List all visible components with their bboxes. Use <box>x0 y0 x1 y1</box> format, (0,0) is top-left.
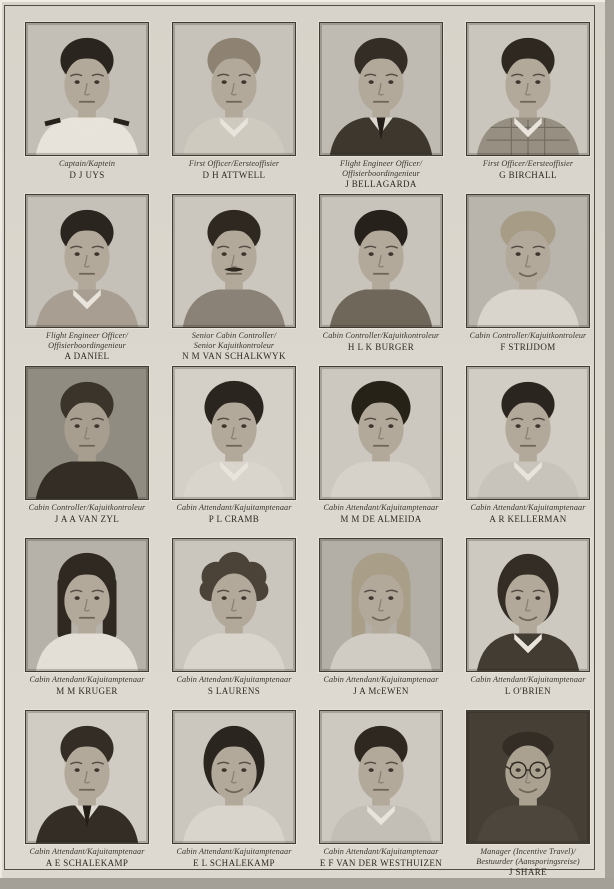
person-cell <box>319 538 443 710</box>
person-role-line1: Cabin Attendant/Kajuitamptenaar <box>176 503 292 512</box>
portrait-photo <box>172 538 296 672</box>
person-name: N M VAN SCHALKWYK <box>182 351 286 361</box>
portrait-photo <box>25 194 149 328</box>
person-name: E F VAN DER WESTHUIZEN <box>319 857 443 868</box>
person-caption <box>443 675 613 696</box>
person-name: A E SCHALEKAMP <box>45 857 129 868</box>
person-cell <box>25 366 149 538</box>
portrait-photo <box>466 710 590 844</box>
person-cell <box>466 194 590 366</box>
portrait-photo <box>319 366 443 500</box>
person-cell <box>319 366 443 538</box>
person-role-line1: First Officer/Eersteoffisier <box>482 159 574 168</box>
person-role-line1: Cabin Controller/Kajuitkontroleur <box>28 503 146 512</box>
person-cell <box>25 538 149 710</box>
portrait-photo <box>319 194 443 328</box>
portrait-photo <box>25 22 149 156</box>
page-edge-left <box>0 0 2 889</box>
person-cell <box>466 710 590 882</box>
person-name: J A McEWEN <box>353 685 409 696</box>
person-caption <box>443 159 613 180</box>
page-edge-top <box>0 0 614 2</box>
page-edge-right <box>605 0 614 889</box>
person-name: L O'BRIEN <box>504 685 552 696</box>
person-name: J A A VAN ZYL <box>54 513 120 524</box>
person-caption <box>149 331 319 362</box>
person-role-line1: Cabin Attendant/Kajuitamptenaar <box>470 503 586 512</box>
person-name: M M KRUGER <box>56 685 118 696</box>
portrait-photo <box>172 22 296 156</box>
person-cell <box>319 710 443 882</box>
person-cell <box>172 710 296 882</box>
person-cell <box>25 194 149 366</box>
portrait-photo <box>25 538 149 672</box>
person-caption <box>296 503 466 524</box>
photo-grid <box>25 22 590 882</box>
person-role-line2: Bestuurder (Aansporingsreise) <box>476 856 580 866</box>
person-role-line2: Senior Kajuitkontroleur <box>193 340 275 350</box>
person-name: A R KELLERMAN <box>489 513 567 524</box>
person-caption <box>296 847 466 868</box>
person-cell <box>172 538 296 710</box>
person-role-line1: Cabin Controller/Kajuitkontroleur <box>469 331 587 340</box>
person-cell <box>466 366 590 538</box>
person-cell <box>172 194 296 366</box>
person-cell <box>319 22 443 194</box>
person-role-line1: Manager (Incentive Travel)/ <box>480 847 576 856</box>
person-caption <box>2 847 172 868</box>
person-cell <box>25 710 149 882</box>
person-caption <box>149 503 319 524</box>
person-caption <box>2 675 172 696</box>
person-caption <box>149 675 319 696</box>
person-name: D H ATTWELL <box>202 169 266 180</box>
person-caption <box>2 503 172 524</box>
person-cell <box>25 22 149 194</box>
portrait-photo <box>25 366 149 500</box>
person-caption <box>443 331 613 352</box>
person-name: M M DE ALMEIDA <box>340 513 422 524</box>
person-role-line1: Cabin Attendant/Kajuitamptenaar <box>323 503 439 512</box>
person-caption <box>149 159 319 180</box>
person-caption <box>149 847 319 868</box>
portrait-photo <box>466 194 590 328</box>
person-role-line1: Cabin Attendant/Kajuitamptenaar <box>176 847 292 856</box>
person-name: E L SCHALEKAMP <box>193 857 275 868</box>
person-role-line1: Cabin Attendant/Kajuitamptenaar <box>470 675 586 684</box>
person-role-line1: Cabin Attendant/Kajuitamptenaar <box>176 675 292 684</box>
person-name: F STRIJDOM <box>500 341 556 352</box>
person-caption <box>2 331 172 362</box>
person-cell <box>319 194 443 366</box>
person-cell <box>466 22 590 194</box>
person-role-line1: Cabin Attendant/Kajuitamptenaar <box>29 847 145 856</box>
person-caption <box>296 675 466 696</box>
person-role-line2: Offisierboordingenieur <box>48 340 126 350</box>
person-caption <box>443 847 613 878</box>
person-name: G BIRCHALL <box>499 169 557 180</box>
person-name: D J UYS <box>69 169 105 180</box>
person-name: J BELLAGARDA <box>345 179 417 189</box>
person-caption <box>296 331 466 352</box>
person-cell <box>466 538 590 710</box>
person-caption <box>296 159 466 190</box>
person-name: P L CRAMB <box>208 513 260 524</box>
portrait-photo <box>319 22 443 156</box>
person-role-line1: Cabin Attendant/Kajuitamptenaar <box>29 675 145 684</box>
person-cell <box>172 366 296 538</box>
portrait-photo <box>466 538 590 672</box>
portrait-photo <box>466 366 590 500</box>
person-caption <box>2 159 172 180</box>
person-cell <box>172 22 296 194</box>
portrait-photo <box>466 22 590 156</box>
person-role-line1: Cabin Attendant/Kajuitamptenaar <box>323 847 439 856</box>
portrait-photo <box>25 710 149 844</box>
person-role-line1: First Officer/Eersteoffisier <box>188 159 280 168</box>
person-name: H L K BURGER <box>347 341 415 352</box>
person-role-line1: Flight Engineer Officer/ <box>46 331 128 340</box>
person-role-line1: Captain/Kaptein <box>58 159 116 168</box>
portrait-photo <box>172 710 296 844</box>
portrait-photo <box>319 538 443 672</box>
person-role-line1: Cabin Attendant/Kajuitamptenaar <box>323 675 439 684</box>
person-name: A DANIEL <box>64 351 110 361</box>
person-role-line1: Cabin Controller/Kajuitkontroleur <box>322 331 440 340</box>
person-role-line1: Flight Engineer Officer/ <box>340 159 422 168</box>
person-role-line1: Senior Cabin Controller/ <box>191 331 277 340</box>
portrait-photo <box>172 194 296 328</box>
person-role-line2: Offisierboordingenieur <box>342 168 420 178</box>
person-caption <box>443 503 613 524</box>
portrait-photo <box>319 710 443 844</box>
portrait-photo <box>172 366 296 500</box>
person-name: S LAURENS <box>207 685 261 696</box>
person-name: J SHARE <box>508 867 548 877</box>
